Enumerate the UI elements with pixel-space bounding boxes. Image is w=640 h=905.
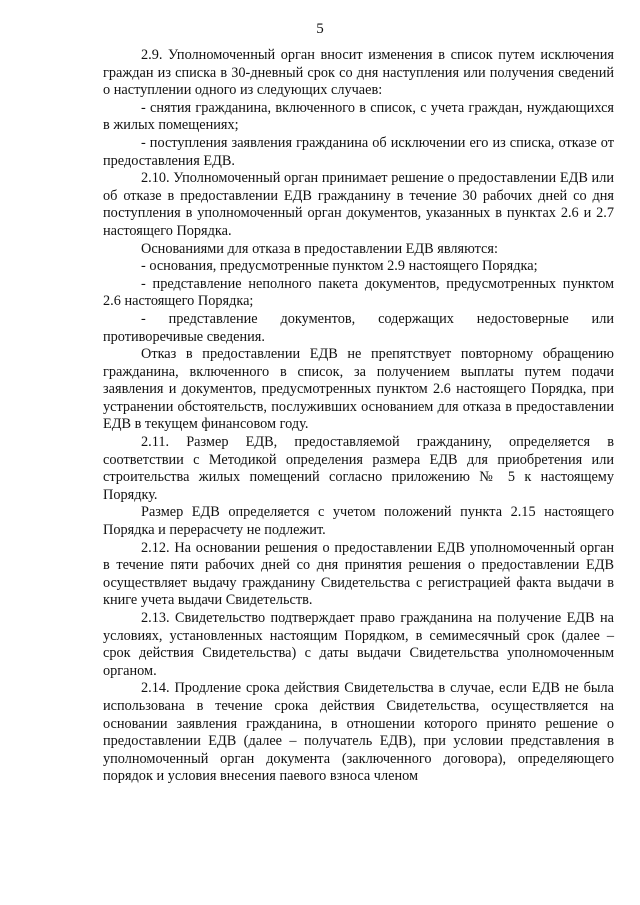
paragraph-2-11-amount: Размер ЕДВ определяется с учетом положений пункта 2.15 настоящего Порядка и перерасчету не подлежит. xyxy=(103,504,614,539)
paragraph-2-10: 2.10. Уполномоченный орган принимает решение о предоставлении ЕДВ или об отказе в предоставлении ЕДВ гражданину в течение 30 рабочих дней со дня поступления в уполномоченный орган документов, указанных в пунктах 2.6 и 2.7 настоящего Порядка. xyxy=(103,170,614,239)
page-number: 5 xyxy=(316,21,324,37)
paragraph-2-12: 2.12. На основании решения о предоставлении ЕДВ уполномоченный орган в течение пяти рабочих дней со дня принятия решения о предоставлении ЕДВ осуществляет выдачу гражданину Свидетельства с регистрацией факта выдачи в книге учета выдачи Свидетельств. xyxy=(103,539,614,609)
paragraph-2-9: 2.9. Уполномоченный орган вносит изменения в список путем исключения граждан из списка в 30-дневный срок со дня наступления или получения сведений о наступлении одного из следующих случаев: xyxy=(103,47,614,99)
document-body xyxy=(103,47,614,786)
paragraph-2-14: 2.14. Продление срока действия Свидетельства в случае, если ЕДВ не была использована в течение срока действия Свидетельства, осуществляется на основании заявления гражданина, в отношении которого принято решение о предоставлении ЕДВ (далее – получатель ЕДВ), при условии представления в уполномоченный орган документа (заключенного договора), определяющего порядок и условия внесения паевого взноса членом xyxy=(103,680,614,785)
paragraph-2-9-item-1: - снятия гражданина, включенного в список, с учета граждан, нуждающихся в жилых помещениях; xyxy=(103,99,614,134)
paragraph-refusal-item-3: - представление документов, содержащих недостоверные или противоречивые сведения. xyxy=(103,310,614,345)
paragraph-2-11: 2.11. Размер ЕДВ, предоставляемой гражданину, определяется в соответствии с Методикой определения размера ЕДВ для приобретения или строительства жилых помещений согласно приложению № 5 к настоящему Порядку. xyxy=(103,434,614,503)
paragraph-refusal-item-1: - основания, предусмотренные пунктом 2.9 настоящего Порядка; xyxy=(141,258,538,275)
paragraph-refusal-repeat: Отказ в предоставлении ЕДВ не препятствует повторному обращению гражданина, включенного в список, за получением выплаты путем подачи заявления и документов, предусмотренных пунктом 2.6 настоящего Порядка, при устранении обстоятельств, послуживших основанием для отказа в предоставлении ЕДВ в текущем финансовом году. xyxy=(103,346,614,433)
paragraph-refusal-item-2: - представление неполного пакета документов, предусмотренных пунктом 2.6 настоящего Порядка; xyxy=(103,275,614,310)
paragraph-refusal-grounds: Основаниями для отказа в предоставлении ЕДВ являются: xyxy=(141,240,498,257)
paragraph-2-9-item-2: - поступления заявления гражданина об исключении его из списка, отказе от предоставления ЕДВ. xyxy=(103,134,614,169)
paragraph-2-13: 2.13. Свидетельство подтверждает право гражданина на получение ЕДВ на условиях, установленных настоящим Порядком, в семимесячный срок (далее – срок действия Свидетельства) с даты выдачи Свидетельства уполномоченным органом. xyxy=(103,610,614,679)
